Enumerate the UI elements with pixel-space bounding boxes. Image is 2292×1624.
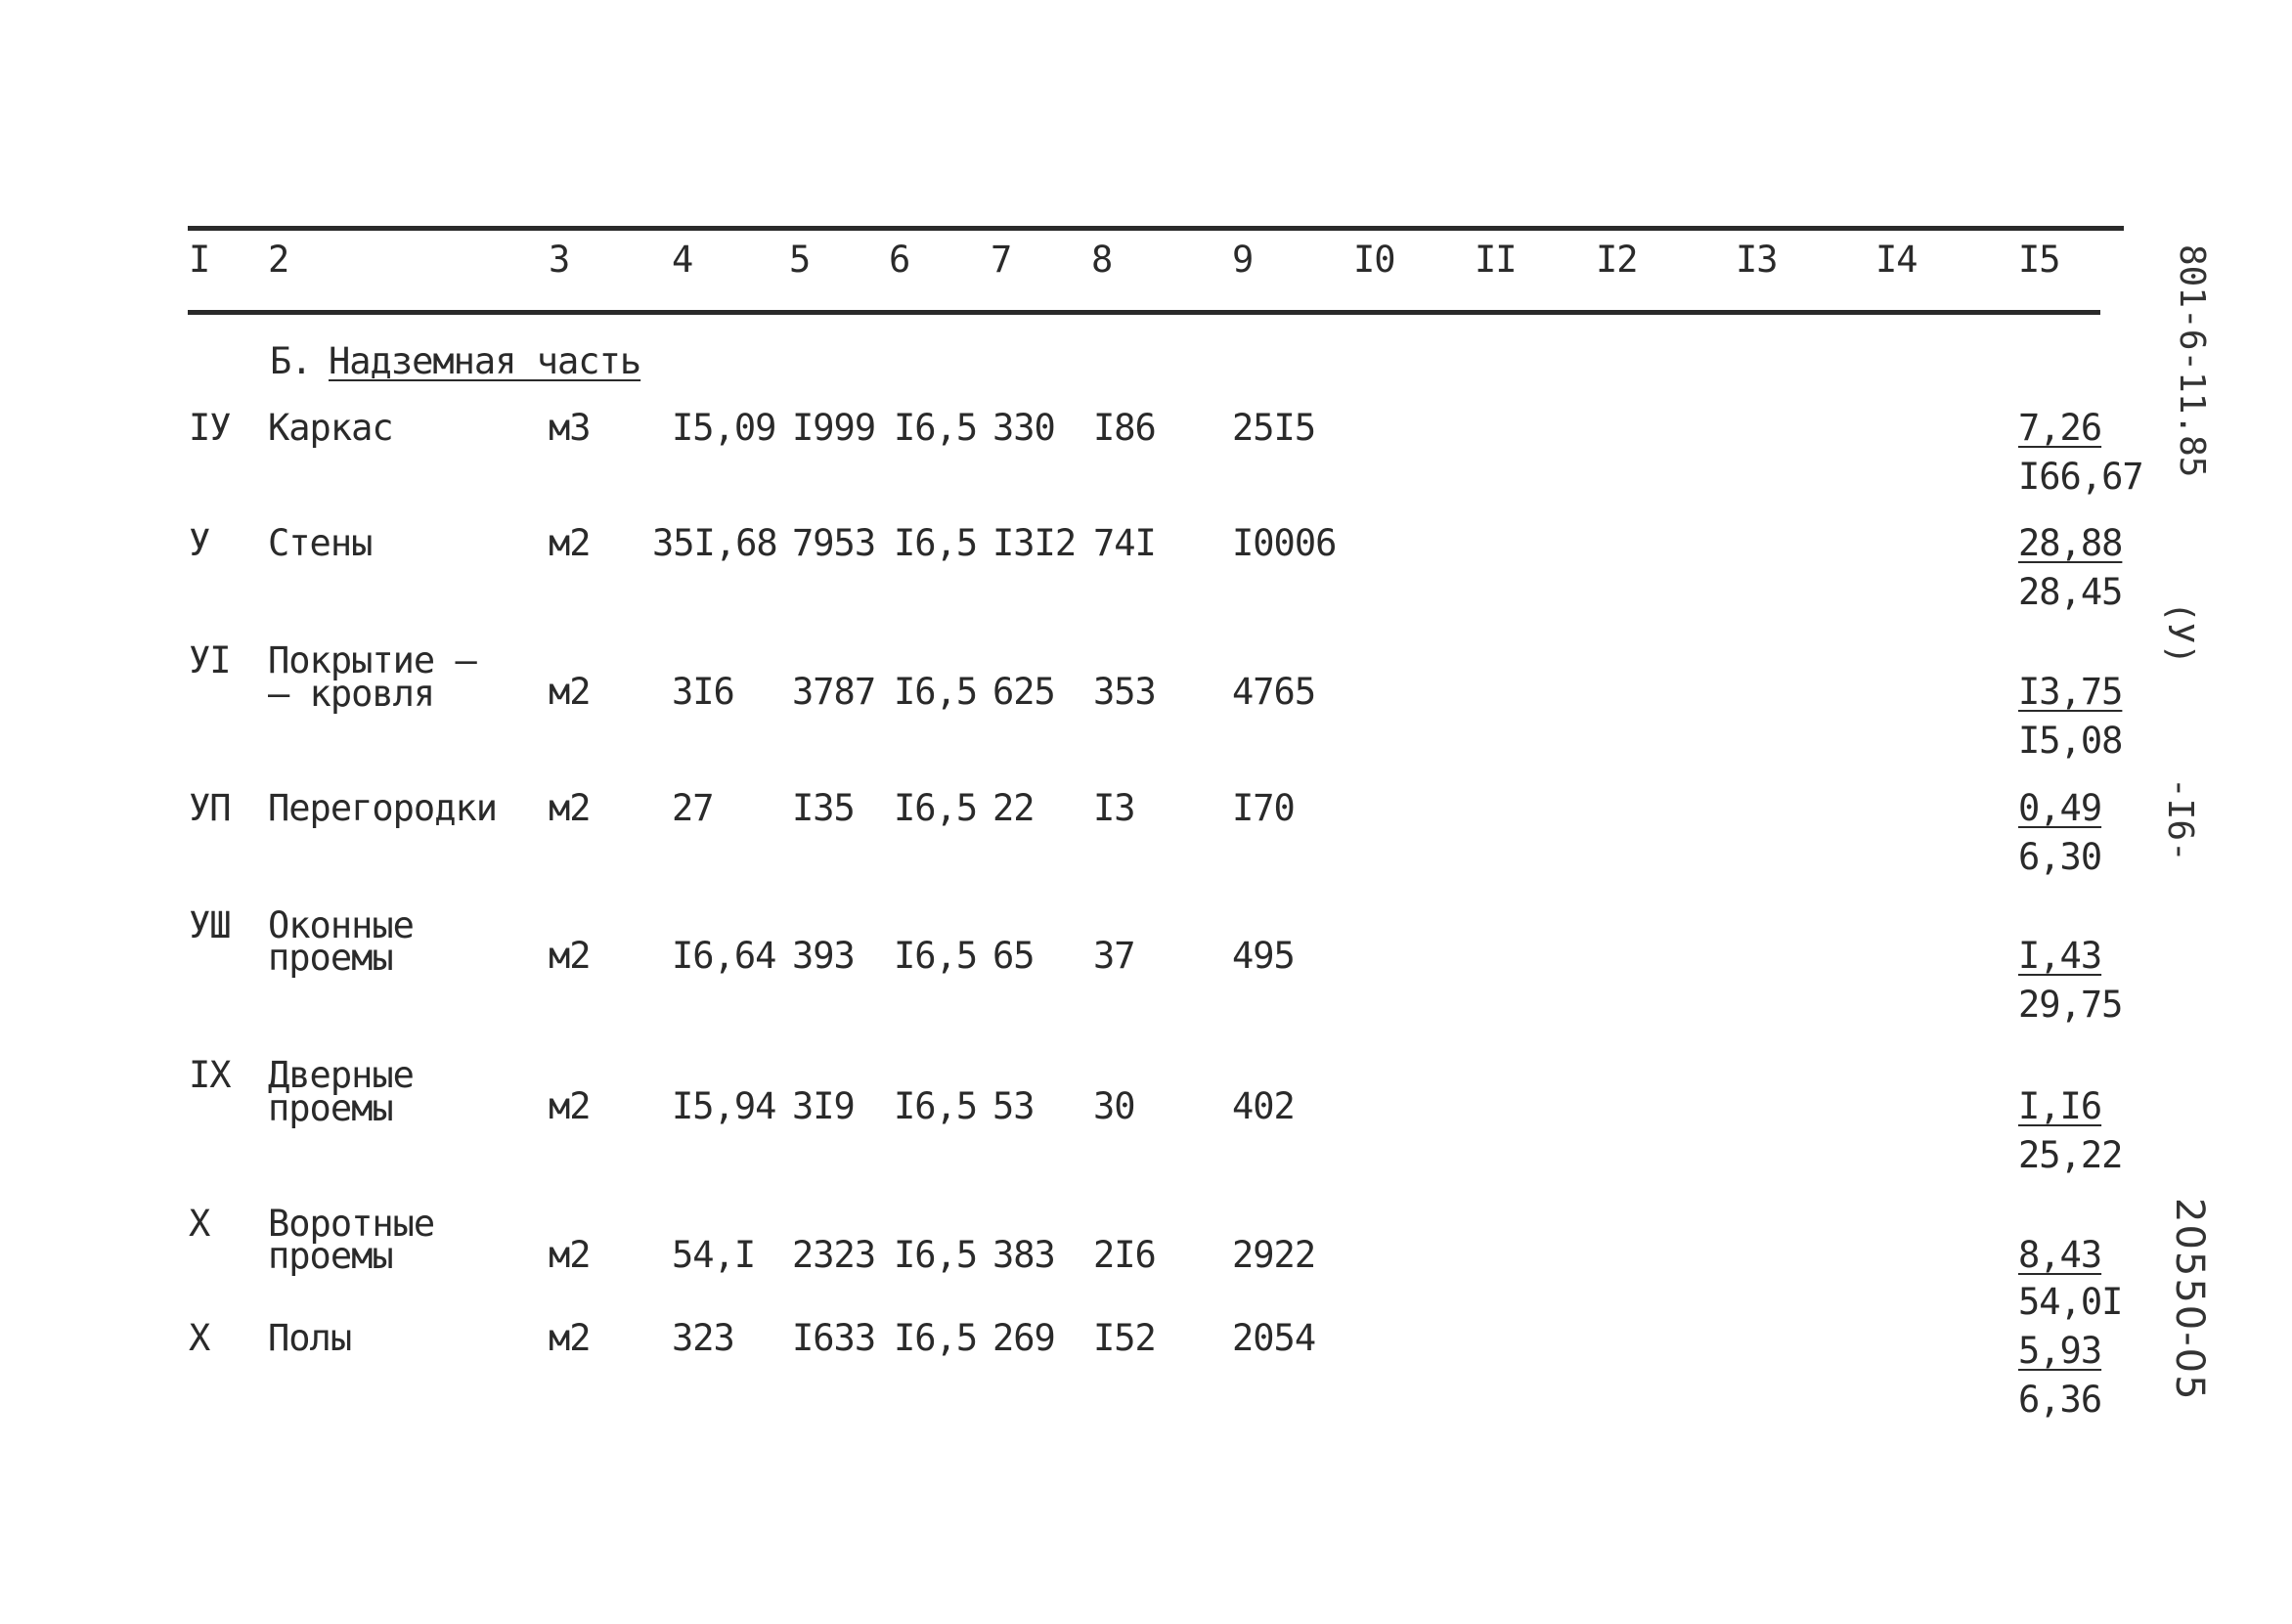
cell-col5: I35 — [792, 787, 855, 829]
cell-col4: 323 — [672, 1317, 734, 1359]
column-header: 2 — [268, 239, 289, 281]
cell-col5: I999 — [792, 407, 876, 449]
cell-col6: I6,5 — [894, 671, 978, 713]
column-header: I2 — [1596, 239, 1638, 281]
document-code: 801-6-11.85 — [2172, 244, 2212, 478]
cell-col8: 30 — [1093, 1085, 1135, 1127]
cell-col6: I6,5 — [894, 935, 978, 977]
row-number: IХ — [189, 1054, 231, 1096]
column-header: 4 — [672, 239, 693, 281]
row-name: Перегородки — [268, 787, 498, 829]
row-name: проемы — [268, 1087, 393, 1129]
row-name: Стены — [268, 522, 373, 564]
table-top-rule — [188, 226, 2124, 231]
cell-col5: 3I9 — [792, 1085, 855, 1127]
section-prefix: Б. — [270, 340, 312, 382]
cell-col15-bottom: 6,36 — [2018, 1379, 2102, 1421]
row-name: проемы — [268, 937, 393, 979]
cell-col7: 269 — [992, 1317, 1055, 1359]
cell-col15-top: 28,88 — [2018, 522, 2123, 564]
row-number: У — [189, 522, 210, 564]
cell-col6: I6,5 — [894, 1234, 978, 1276]
cell-col4: I5,09 — [672, 407, 776, 449]
column-header: I — [189, 239, 210, 281]
cell-col8: 353 — [1093, 671, 1156, 713]
row-name: Воротные — [268, 1203, 435, 1245]
cell-col5: 7953 — [792, 522, 876, 564]
cell-col7: I3I2 — [992, 522, 1077, 564]
cell-col4: 3I6 — [672, 671, 734, 713]
column-header: 9 — [1232, 239, 1254, 281]
cell-col15-bottom: 29,75 — [2018, 984, 2123, 1026]
cell-col15-top: 0,49 — [2018, 787, 2102, 829]
cell-col5: I633 — [792, 1317, 876, 1359]
column-header: 8 — [1091, 239, 1113, 281]
column-header: I5 — [2018, 239, 2060, 281]
header-bottom-rule — [188, 310, 2100, 315]
section-title: Надземная часть — [329, 340, 641, 382]
volume-mark: (У) — [2160, 601, 2200, 666]
row-number: УI — [189, 639, 231, 681]
cell-col9: 2054 — [1232, 1317, 1316, 1359]
row-number: Х — [189, 1203, 210, 1245]
cell-col15-bottom: 25,22 — [2018, 1134, 2123, 1176]
row-name: Дверные — [268, 1054, 414, 1096]
cell-col15-bottom: 54,0I — [2018, 1281, 2123, 1323]
row-name: Покрытие – — [268, 639, 476, 681]
cell-col9: 495 — [1232, 935, 1295, 977]
row-unit: м2 — [549, 671, 591, 713]
cell-col4: I6,64 — [672, 935, 776, 977]
cell-col15-top: I,I6 — [2018, 1085, 2102, 1127]
cell-col8: 37 — [1093, 935, 1135, 977]
cell-col15-top: 8,43 — [2018, 1234, 2102, 1276]
column-header: 6 — [889, 239, 910, 281]
cell-col8: 2I6 — [1093, 1234, 1156, 1276]
cell-col8: I52 — [1093, 1317, 1156, 1359]
row-unit: м2 — [549, 935, 591, 977]
row-name: – кровля — [268, 673, 435, 715]
page-number: -I6- — [2160, 777, 2200, 862]
column-header: 5 — [789, 239, 811, 281]
cell-col8: 74I — [1093, 522, 1156, 564]
row-number: IУ — [189, 407, 231, 449]
row-name: Каркас — [268, 407, 393, 449]
cell-col9: 2922 — [1232, 1234, 1316, 1276]
row-number: Х — [189, 1317, 210, 1359]
cell-col5: 393 — [792, 935, 855, 977]
cell-col9: 4765 — [1232, 671, 1316, 713]
cell-col8: I86 — [1093, 407, 1156, 449]
row-unit: м2 — [549, 522, 591, 564]
cell-col6: I6,5 — [894, 1317, 978, 1359]
cell-col9: I0006 — [1232, 522, 1337, 564]
cell-col4: 35I,68 — [652, 522, 777, 564]
cell-col15-top: 5,93 — [2018, 1330, 2102, 1372]
cell-col15-top: 7,26 — [2018, 407, 2102, 449]
cell-col4: 27 — [672, 787, 714, 829]
row-unit: м2 — [549, 1085, 591, 1127]
column-header: 7 — [991, 239, 1012, 281]
cell-col6: I6,5 — [894, 787, 978, 829]
column-header: II — [1475, 239, 1517, 281]
cell-col8: I3 — [1093, 787, 1135, 829]
row-unit: м2 — [549, 787, 591, 829]
row-unit: м2 — [549, 1317, 591, 1359]
row-name: проемы — [268, 1235, 393, 1277]
cell-col15-bottom: 28,45 — [2018, 571, 2123, 613]
cell-col6: I6,5 — [894, 407, 978, 449]
cell-col15-bottom: I66,67 — [2018, 456, 2143, 498]
column-header: 3 — [549, 239, 570, 281]
row-number: УШ — [189, 904, 231, 946]
row-unit: м3 — [549, 407, 591, 449]
cell-col6: I6,5 — [894, 522, 978, 564]
cell-col4: 54,I — [672, 1234, 756, 1276]
column-header: I4 — [1875, 239, 1917, 281]
row-number: УП — [189, 787, 231, 829]
cell-col5: 2323 — [792, 1234, 876, 1276]
column-header: I3 — [1736, 239, 1778, 281]
cell-col15-bottom: I5,08 — [2018, 720, 2123, 762]
cell-col7: 65 — [992, 935, 1035, 977]
cell-col9: 25I5 — [1232, 407, 1316, 449]
column-header: I0 — [1353, 239, 1395, 281]
inventory-number: 20550-05 — [2167, 1198, 2212, 1402]
cell-col7: 625 — [992, 671, 1055, 713]
cell-col7: 22 — [992, 787, 1035, 829]
cell-col9: I70 — [1232, 787, 1295, 829]
row-name: Оконные — [268, 904, 414, 946]
cell-col15-top: I3,75 — [2018, 671, 2123, 713]
cell-col9: 402 — [1232, 1085, 1295, 1127]
row-name: Полы — [268, 1317, 352, 1359]
row-unit: м2 — [549, 1234, 591, 1276]
cell-col15-top: I,43 — [2018, 935, 2102, 977]
cell-col7: 53 — [992, 1085, 1035, 1127]
cell-col5: 3787 — [792, 671, 876, 713]
cell-col6: I6,5 — [894, 1085, 978, 1127]
cell-col4: I5,94 — [672, 1085, 776, 1127]
cell-col7: 383 — [992, 1234, 1055, 1276]
cell-col7: 330 — [992, 407, 1055, 449]
cell-col15-bottom: 6,30 — [2018, 836, 2102, 878]
